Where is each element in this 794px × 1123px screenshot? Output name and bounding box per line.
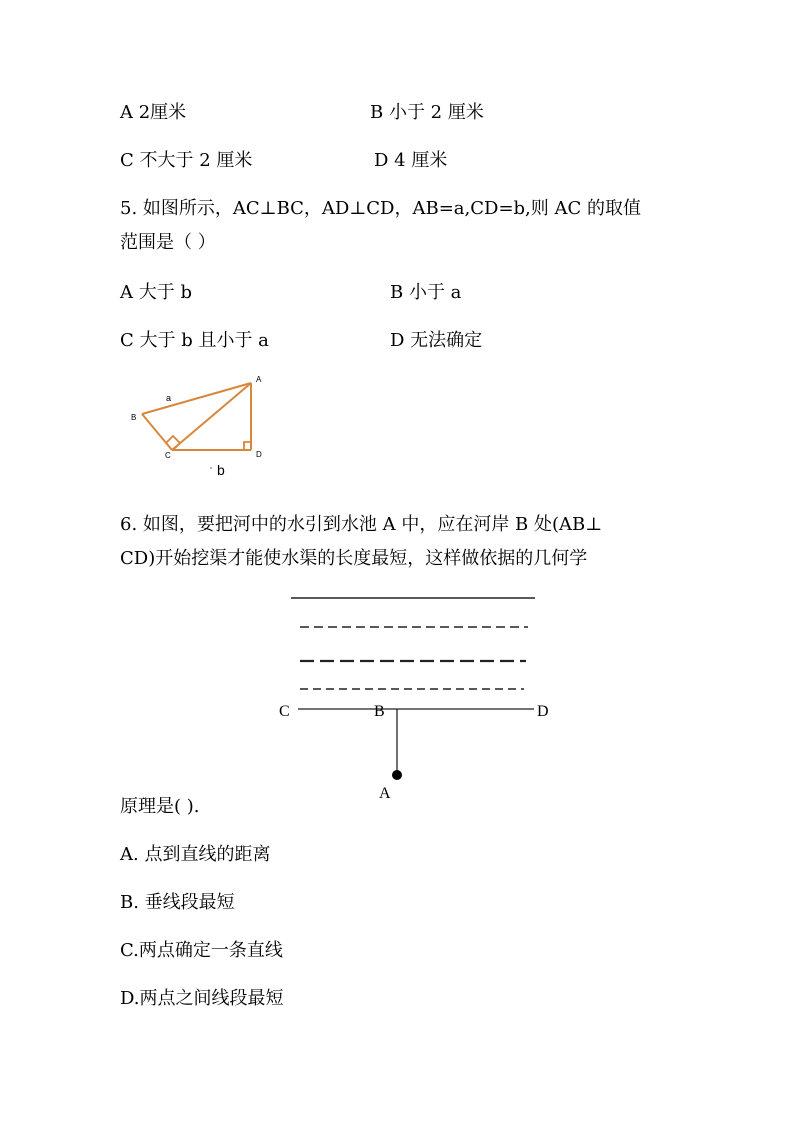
q4-option-b: B 小于 2 厘米: [370, 102, 484, 123]
label-point-c: C: [279, 703, 290, 720]
segment-bc: [142, 414, 172, 450]
q6-option-c: C.两点确定一条直线: [120, 940, 283, 961]
q5-option-c: C 大于 b 且小于 a: [120, 330, 269, 351]
q5-triangle-figure: [120, 370, 280, 482]
q6-question-line-1: 6. 如图，要把河中的水引到水池 A 中，应在河岸 B 处(AB⊥: [120, 514, 603, 535]
q5-question-line-1: 5. 如图所示，AC⊥BC，AD⊥CD，AB=a,CD=b,则 AC 的取值: [120, 198, 641, 219]
q5-option-d: D 无法确定: [390, 330, 483, 351]
label-point-b: B: [374, 703, 385, 720]
label-side-b: b: [217, 462, 225, 478]
dot-mark: [210, 467, 212, 469]
q6-river-figure: [270, 588, 570, 803]
label-vertex-a: A: [256, 375, 262, 384]
q6-question-line-2: CD)开始挖渠才能使水渠的长度最短，这样做依据的几何学: [120, 548, 588, 569]
label-vertex-b: B: [131, 413, 137, 422]
segment-ca: [172, 383, 251, 450]
label-point-d: D: [537, 703, 549, 720]
q6-option-a: A. 点到直线的距离: [120, 844, 271, 865]
q4-option-d: D 4 厘米: [374, 150, 448, 171]
right-angle-mark-d: [244, 442, 251, 450]
q5-option-b: B 小于 a: [390, 282, 462, 303]
label-side-a: a: [166, 393, 172, 403]
pool-point-a: [392, 770, 402, 780]
q4-option-c: C 不大于 2 厘米: [120, 150, 253, 171]
q6-option-d: D.两点之间线段最短: [120, 988, 284, 1009]
q6-question-line-3: 原理是( ).: [120, 796, 200, 817]
label-vertex-d: D: [256, 450, 262, 459]
label-vertex-c: C: [165, 451, 171, 460]
segment-ba: [142, 383, 251, 414]
q5-option-a: A 大于 b: [120, 282, 192, 303]
q5-question-line-2: 范围是（ ）: [120, 232, 216, 253]
q4-option-a: A 2厘米: [120, 102, 187, 123]
q6-option-b: B. 垂线段最短: [120, 892, 235, 913]
label-point-a: A: [379, 785, 391, 802]
